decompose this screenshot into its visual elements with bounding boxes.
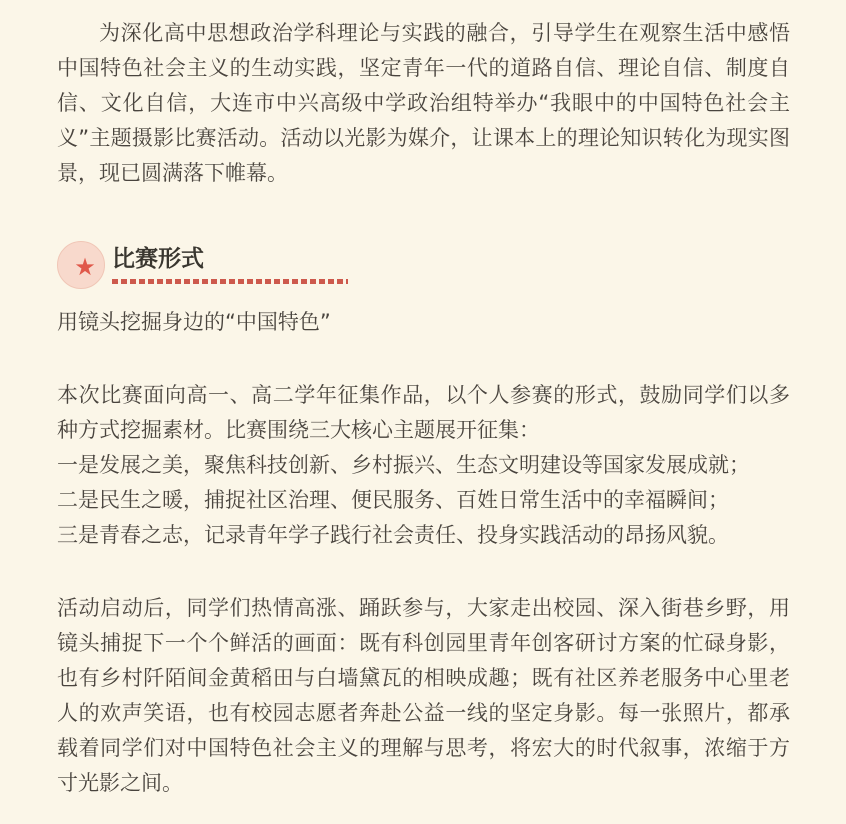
section-title: 比赛形式 [112,246,204,272]
star-badge [57,241,105,289]
intro-paragraph: 为深化高中思想政治学科理论与实践的融合，引导学生在观察生活中感悟中国特色社会主义的生动实践，坚定青年一代的道路自信、理论自信、制度自信、文化自信，大连市中兴高级中学政治组特举办“我眼中的中国特色社会主义”主题摄影比赛活动。活动以光影为媒介，让课本上的理论知识转化为现实图景，现已圆满落下帷幕。 [57,21,790,185]
section-header-text [112,246,348,284]
section-header [57,241,790,289]
dashed-underline [112,279,348,284]
theme-line-youth: 三是青春之志，记录青年学子践行社会责任、投身实践活动的昂扬风貌。 [57,523,729,547]
section-subtitle: 用镜头挖掘身边的“中国特色” [57,310,331,334]
format-paragraph [57,378,790,553]
activity-paragraph: 活动启动后，同学们热情高涨、踊跃参与，大家走出校园、深入街巷乡野，用镜头捕捉下一个个鲜活的画面：既有科创园里青年创客研讨方案的忙碌身影，也有乡村阡陌间金黄稻田与白墙黛瓦的相映成趣；既有社区养老服务中心里老人的欢声笑语，也有校园志愿者奔赴公益一线的坚定身影。每一张照片，都承载着同学们对中国特色社会主义的理解与思考，将宏大的时代叙事，浓缩于方寸光影之间。 [57,596,790,795]
star-icon: ★ [74,253,96,281]
theme-line-development: 一是发展之美，聚焦科技创新、乡村振兴、生态文明建设等国家发展成就； [57,453,750,477]
format-lead: 本次比赛面向高一、高二学年征集作品，以个人参赛的形式，鼓励同学们以多种方式挖掘素材。比赛围绕三大核心主题展开征集： [57,383,790,442]
theme-line-livelihood: 二是民生之暖，捕捉社区治理、便民服务、百姓日常生活中的幸福瞬间； [57,488,729,512]
